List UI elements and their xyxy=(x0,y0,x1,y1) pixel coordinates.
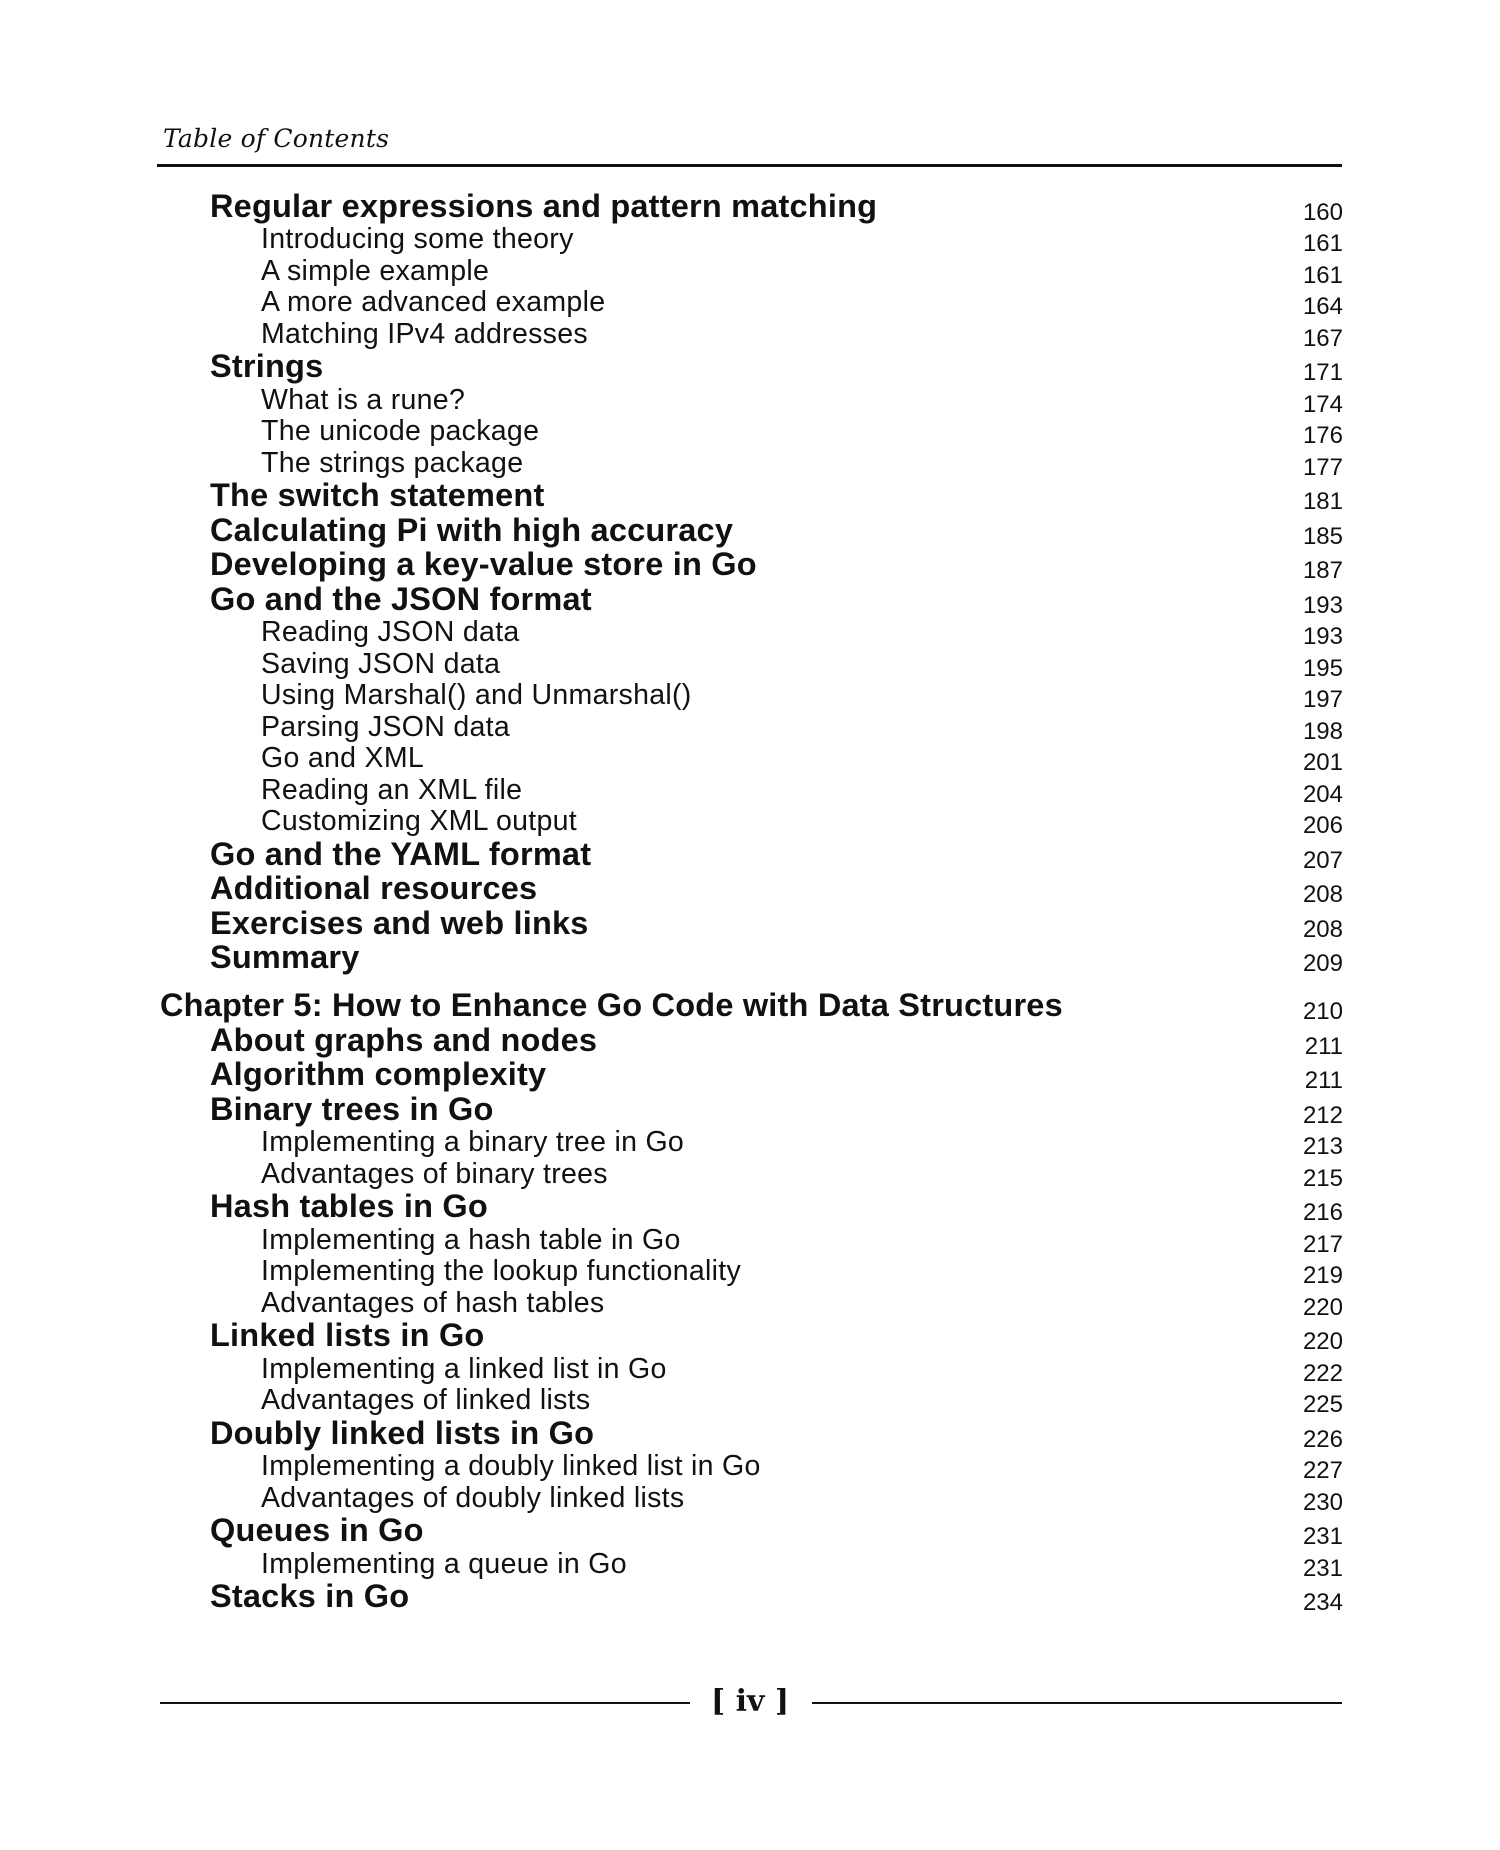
toc-entry-page-number: 185 xyxy=(1302,522,1343,550)
toc-entry-page-number: 231 xyxy=(1302,1523,1343,1550)
toc-entry-page-number: 164 xyxy=(1302,293,1343,320)
table-of-contents xyxy=(0,187,1500,1619)
toc-entry-page-number: 217 xyxy=(1302,1230,1343,1258)
toc-subsection-entry[interactable] xyxy=(0,1223,1500,1261)
toc-entry-page-number: 234 xyxy=(1302,1589,1343,1616)
toc-entry-page-number: 167 xyxy=(1302,324,1343,352)
toc-entry-title: Doubly linked lists in Go xyxy=(210,1414,595,1451)
toc-entry-title: Calculating Pi with high accuracy xyxy=(210,511,734,548)
toc-entry-page-number: 222 xyxy=(1302,1359,1343,1387)
toc-entry-page-number: 197 xyxy=(1302,686,1343,713)
toc-entry-title: Linked lists in Go xyxy=(210,1317,485,1353)
toc-entry-page-number: 211 xyxy=(1304,1032,1343,1060)
toc-section-entry[interactable] xyxy=(0,1317,1500,1359)
toc-entry-title: A more advanced example xyxy=(261,286,606,318)
toc-entry-page-number: 208 xyxy=(1302,915,1343,943)
toc-entry-title: Hash tables in Go xyxy=(210,1188,488,1224)
toc-subsection-entry[interactable] xyxy=(0,742,1500,780)
toc-entry-page-number: 210 xyxy=(1302,998,1343,1025)
toc-entry-title: Matching IPv4 addresses xyxy=(261,317,588,350)
toc-subsection-entry[interactable] xyxy=(0,773,1500,811)
toc-entry-title: About graphs and nodes xyxy=(210,1021,598,1058)
toc-entry-title: Implementing the lookup functionality xyxy=(261,1255,742,1287)
toc-entry-title: Reading JSON data xyxy=(261,616,520,648)
toc-entry-page-number: 161 xyxy=(1302,230,1343,257)
toc-section-entry[interactable] xyxy=(0,580,1500,622)
toc-entry-title: Implementing a queue in Go xyxy=(261,1547,627,1580)
toc-entry-page-number: 211 xyxy=(1304,1067,1343,1094)
toc-entry-title: Binary trees in Go xyxy=(210,1090,494,1127)
toc-entry-page-number: 220 xyxy=(1302,1293,1343,1321)
toc-entry-page-number: 174 xyxy=(1302,390,1343,418)
toc-entry-title: What is a rune? xyxy=(261,383,466,416)
toc-entry-title: Advantages of binary trees xyxy=(261,1157,608,1190)
toc-subsection-entry[interactable] xyxy=(0,415,1500,453)
toc-section-entry[interactable] xyxy=(0,1090,1500,1132)
toc-section-entry[interactable] xyxy=(0,1578,1500,1620)
toc-entry-title: Reading an XML file xyxy=(261,773,523,806)
toc-entry-page-number: 160 xyxy=(1302,198,1343,226)
toc-entry-title: Customizing XML output xyxy=(261,805,578,837)
toc-entry-page-number: 212 xyxy=(1302,1101,1343,1129)
toc-entry-page-number: 193 xyxy=(1302,623,1343,650)
toc-subsection-entry[interactable] xyxy=(0,616,1500,654)
running-head: Table of Contents xyxy=(163,124,390,153)
toc-entry-title: Regular expressions and pattern matching xyxy=(210,187,878,224)
toc-entry-page-number: 207 xyxy=(1302,846,1343,874)
toc-entry-page-number: 208 xyxy=(1302,881,1343,908)
page-folio: [ iv ] xyxy=(710,1684,790,1719)
toc-entry-title: Saving JSON data xyxy=(261,647,501,680)
header-rule xyxy=(157,164,1342,167)
toc-subsection-entry[interactable] xyxy=(0,1126,1500,1164)
toc-entry-page-number: 226 xyxy=(1302,1425,1343,1453)
toc-entry-title: Queues in Go xyxy=(210,1512,424,1548)
toc-entry-page-number: 231 xyxy=(1302,1554,1343,1582)
toc-entry-page-number: 216 xyxy=(1302,1199,1343,1226)
toc-entry-title: Go and the YAML format xyxy=(210,835,592,872)
toc-subsection-entry[interactable] xyxy=(0,1352,1500,1390)
toc-entry-page-number: 204 xyxy=(1302,780,1343,808)
toc-subsection-entry[interactable] xyxy=(0,647,1500,685)
toc-entry-page-number: 206 xyxy=(1302,812,1343,839)
toc-entry-title: Implementing a linked list in Go xyxy=(261,1352,667,1385)
toc-entry-page-number: 215 xyxy=(1302,1164,1343,1192)
toc-entry-title: Parsing JSON data xyxy=(261,710,511,743)
toc-entry-title: Exercises and web links xyxy=(210,904,589,941)
toc-entry-title: Developing a key-value store in Go xyxy=(210,546,757,582)
toc-subsection-entry[interactable] xyxy=(0,1450,1500,1488)
toc-entry-page-number: 219 xyxy=(1302,1262,1343,1289)
toc-subsection-entry[interactable] xyxy=(0,679,1500,717)
toc-entry-page-number: 209 xyxy=(1302,950,1343,977)
toc-entry-title: Implementing a doubly linked list in Go xyxy=(261,1450,761,1482)
toc-subsection-entry[interactable] xyxy=(0,383,1500,421)
toc-entry-title: Implementing a hash table in Go xyxy=(261,1223,681,1256)
toc-section-entry[interactable] xyxy=(0,187,1500,229)
toc-entry-title: The strings package xyxy=(261,446,524,479)
toc-subsection-entry[interactable] xyxy=(0,1255,1500,1293)
toc-entry-page-number: 213 xyxy=(1302,1133,1343,1160)
toc-subsection-entry[interactable] xyxy=(0,223,1500,261)
toc-entry-page-number: 201 xyxy=(1302,749,1343,776)
toc-entry-title: Implementing a binary tree in Go xyxy=(261,1126,685,1158)
toc-section-entry[interactable] xyxy=(0,348,1500,390)
toc-subsection-entry[interactable] xyxy=(0,710,1500,748)
toc-entry-page-number: 187 xyxy=(1302,557,1343,584)
toc-section-entry[interactable] xyxy=(0,1512,1500,1554)
toc-entry-title: A simple example xyxy=(261,254,490,287)
toc-entry-title: Advantages of linked lists xyxy=(261,1384,591,1416)
toc-entry-page-number: 230 xyxy=(1302,1488,1343,1516)
toc-entry-title: Go and XML xyxy=(261,742,425,774)
toc-entry-title: The unicode package xyxy=(261,415,540,447)
toc-entry-title: Using Marshal() and Unmarshal() xyxy=(261,679,692,711)
toc-section-entry[interactable] xyxy=(0,939,1500,981)
toc-entry-page-number: 220 xyxy=(1302,1328,1343,1355)
toc-entry-title: Advantages of hash tables xyxy=(261,1286,605,1319)
toc-entry-title: The switch statement xyxy=(210,477,545,513)
toc-entry-page-number: 181 xyxy=(1302,488,1343,515)
toc-entry-title: Introducing some theory xyxy=(261,223,574,255)
toc-entry-title: Advantages of doubly linked lists xyxy=(261,1481,685,1514)
toc-entry-title: Chapter 5: How to Enhance Go Code with Data Structures xyxy=(160,987,1063,1023)
toc-entry-title: Additional resources xyxy=(210,870,538,906)
toc-entry-title: Stacks in Go xyxy=(210,1578,410,1614)
toc-entry-page-number: 176 xyxy=(1302,422,1343,449)
toc-entry-title: Summary xyxy=(210,939,360,975)
toc-subsection-entry[interactable] xyxy=(0,254,1500,292)
toc-entry-page-number: 227 xyxy=(1302,1457,1343,1484)
toc-entry-title: Strings xyxy=(210,348,324,384)
toc-subsection-entry[interactable] xyxy=(0,286,1500,324)
toc-entry-page-number: 193 xyxy=(1302,591,1343,619)
toc-entry-page-number: 198 xyxy=(1302,717,1343,745)
toc-entry-page-number: 161 xyxy=(1302,261,1343,289)
toc-entry-page-number: 177 xyxy=(1302,453,1343,481)
toc-entry-title: Algorithm complexity xyxy=(210,1056,547,1092)
toc-entry-page-number: 171 xyxy=(1302,359,1343,386)
toc-entry-page-number: 195 xyxy=(1302,654,1343,682)
toc-entry-page-number: 225 xyxy=(1302,1391,1343,1418)
footer-rule-right xyxy=(812,1702,1342,1704)
toc-entry-title: Go and the JSON format xyxy=(210,580,592,617)
toc-section-entry[interactable] xyxy=(0,1188,1500,1230)
